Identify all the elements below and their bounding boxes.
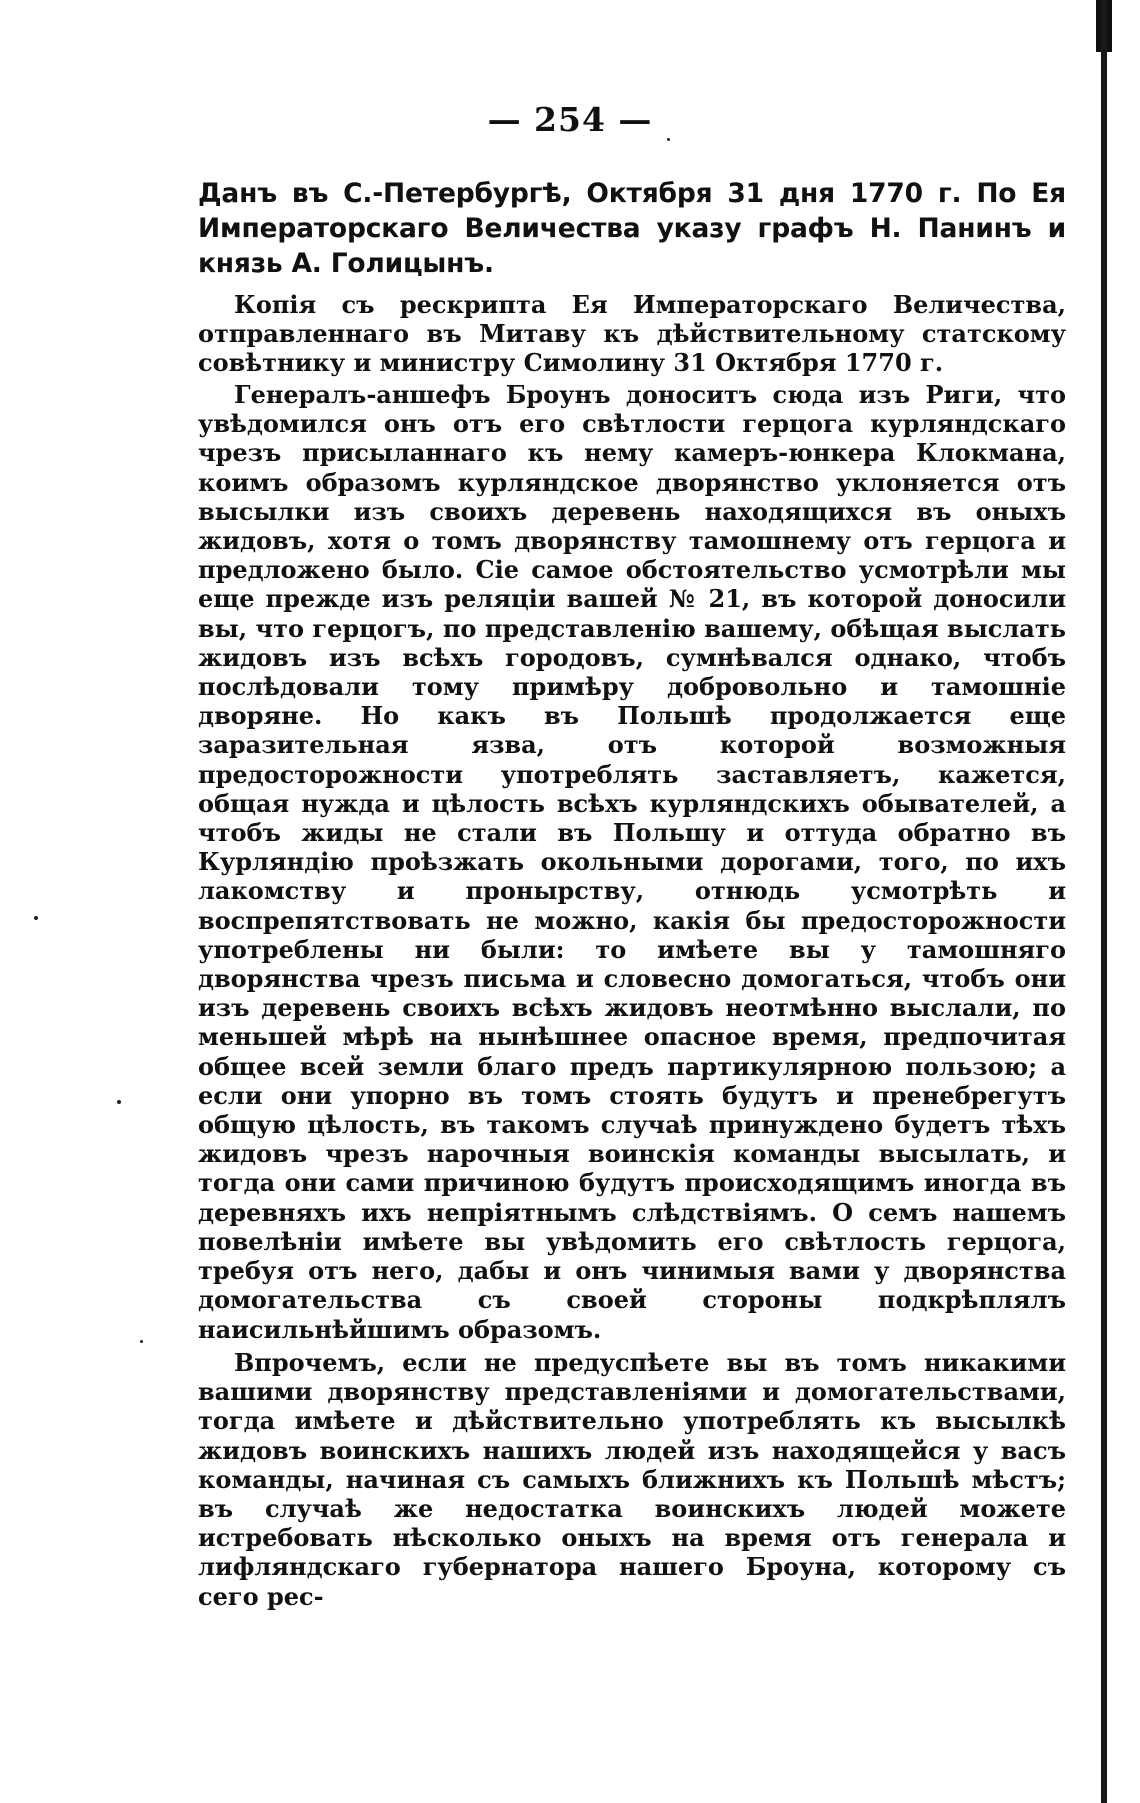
- body-paragraph-1-text: Генералъ-аншефъ Броунъ доноситъ сюда изъ Риги, что увѣдомился онъ отъ его свѣтлости герцога курляндскаго чрезъ присыланнаго къ нему камеръ-юнкера Клокмана, коимъ образомъ курляндское дворянство уклоняется отъ высылки изъ своихъ деревень находящихся въ оныхъ жидовъ, хотя о томъ дворянству тамошнему отъ герцога и предложено было. Сіе самое обстоятельство усмотрѣли мы еще прежде изъ реляціи вашей № 21, въ которой доносили вы, что герцогъ, по представленію вашему, обѣщая выслать жидовъ изъ всѣхъ городовъ, сумнѣвался однако, чтобъ послѣдовали тому примѣру добровольно и тамошніе дворяне. Но какъ въ Польшѣ продолжается еще заразительная язва, отъ которой возможныя предосторожности употреблять заставляетъ, кажется, общая нужда и цѣлость всѣхъ курляндскихъ обывателей, а чтобъ жиды не стали въ Польшу и оттуда обратно въ Курляндію проѣзжать окольными дорогами, того, по ихъ лакомству и пронырству, отнюдь усмотрѣть и воспрепятствовать не можно, какія бы предосторожности употреблены ни были: то имѣете вы у тамошняго дворянства чрезъ письма и словесно домогаться, чтобъ они изъ деревень своихъ всѣхъ жидовъ неотмѣнно выслали, по меньшей мѣрѣ на нынѣшнее опасное время, предпочитая общее всей земли благо предъ партикулярною пользою; а если они упорно въ томъ стоять будутъ и пренебрегутъ общую цѣлость, въ такомъ случаѣ принуждено будетъ тѣхъ жидовъ чрезъ нарочныя воинскія команды высылать, и тогда они сами причиною будутъ происходящимъ иногда въ деревняхъ ихъ непріятнымъ слѣдствіямъ. О семъ нашемъ повелѣніи имѣете вы увѣдомить его свѣтлость герцога, требуя отъ него, дабы и онъ чинимыя вами у дворянства домогательства съ своей стороны подкрѣплялъ наисильнѣйшимъ образомъ.: [198, 380, 1066, 1344]
- print-speck: [140, 1340, 143, 1343]
- page-edge-line: [1101, 0, 1107, 1803]
- body-paragraph-2-text: Впрочемъ, если не предуспѣете вы въ томъ никакими вашими дворянству представленіями и домогательствами, тогда имѣете и дѣйствительно употреблять къ высылкѣ жидовъ воинскихъ нашихъ людей изъ находящейся у васъ команды, начиная съ самыхъ ближнихъ къ Польшѣ мѣстъ; въ случаѣ же недостатка воинскихъ людей можете истребовать нѣсколько оныхъ на время отъ генерала и лифляндскаго губернатора нашего Броуна, которому съ сего рес-: [198, 1348, 1066, 1611]
- copy-title-text: Копія съ рескрипта Ея Императорскаго Величества, отправленнаго въ Митаву къ дѣйствительному статскому совѣтнику и министру Симолину 31 Октября 1770 г.: [198, 290, 1066, 377]
- print-speck: [117, 1100, 121, 1104]
- body-paragraph-2: [198, 1348, 1066, 1611]
- signature-paragraph: [198, 176, 1066, 281]
- copy-title-paragraph: [198, 290, 1066, 377]
- signature-text: Данъ въ С.-Петербургѣ, Октября 31 дня 1770 г. По Ея Императорскаго Величества указу графъ Н. Панинъ и князь А. Голицынъ.: [198, 178, 1066, 279]
- print-speck: [34, 916, 38, 920]
- page-number: — 254 —: [487, 100, 653, 139]
- body-paragraph-1: [198, 380, 1066, 1344]
